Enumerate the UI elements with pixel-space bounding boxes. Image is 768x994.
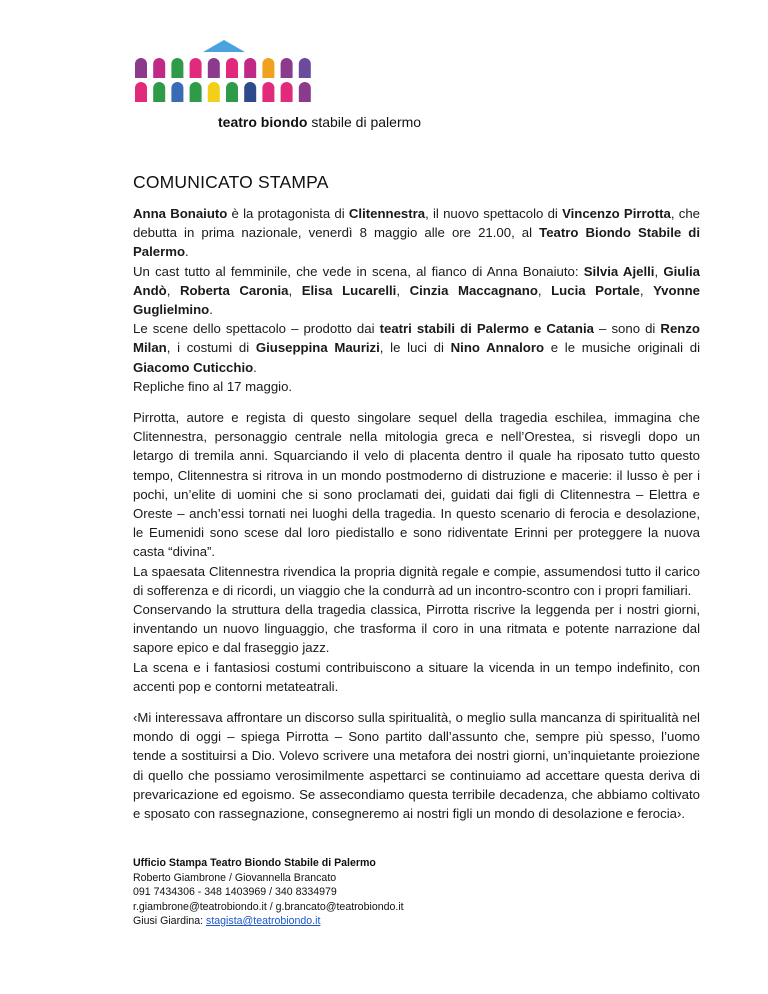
footer-contacts-names: Roberto Giambrone / Giovannella Brancato <box>133 871 337 884</box>
logo-arch <box>153 58 165 78</box>
text-run: , <box>288 282 302 298</box>
footer-phone-numbers: 091 7434306 - 348 1403969 / 340 8334979 <box>133 886 337 898</box>
logo-arch <box>262 82 274 102</box>
highlighted-name: Vincenzo Pirrotta <box>562 206 671 221</box>
highlighted-name: Anna Bonaiuto <box>133 206 228 221</box>
highlighted-name: Teatro Biondo Stabile di Palermo <box>133 225 700 260</box>
text-run: , il nuovo spettacolo di <box>425 206 563 221</box>
synopsis-text: Pirrotta, autore e regista di questo singolare sequel della tragedia eschilea, immagina che Clitennestra, personaggio centrale nella mitologia greca e nell’Orestea, si risvegli dopo un letargo di tremila anni. Squarciando il velo di placenta dentro il quale ha riposato tutto questo tempo, Clitennestra si ritrova in un mondo postmoderno di distruzione e macerie: il lusso è per i pochi, un’elite di uomini che si sono proclamati dei, guidati dai figli di Clitennestra – Elettra e Oreste – anch’essi tornati nei luoghi della tragedia. In questo scenario di ferocia e desolazione, le Eumenidi sono scese dal loro piedistallo e sono ridiventate Erinni per proteggere la nuova casta “divina”. <box>133 410 700 560</box>
brand-name <box>218 114 421 130</box>
logo-arch <box>190 58 202 78</box>
paragraph-announcement <box>133 204 700 396</box>
synopsis-text-2: La spaesata Clitennestra rivendica la propria dignità regale e compie, assumendosi tutto il carico di sofferenza e di ricordi, un viaggio che la condurrà ad un incontro-scontro con i propri familiari. <box>133 563 700 598</box>
footer-intern-contact <box>133 914 404 929</box>
highlighted-name: Renzo Milan <box>133 321 700 356</box>
logo-arch <box>226 82 238 102</box>
brand-name-rest: stabile di palermo <box>307 114 422 130</box>
paragraph-synopsis <box>133 408 700 696</box>
footer-emails: r.giambrone@teatrobiondo.it / g.brancato@teatrobiondo.it <box>133 900 404 913</box>
logo-arch <box>244 82 256 102</box>
logo-arch <box>299 82 311 102</box>
logo-arch <box>135 82 147 102</box>
highlighted-name: Giacomo Cuticchio <box>133 359 254 375</box>
footer-heading: Ufficio Stampa Teatro Biondo Stabile di Palermo <box>133 857 376 869</box>
text-run: è la protagonista di <box>227 206 349 221</box>
text-run: , <box>537 282 552 298</box>
text-run: . <box>253 359 257 375</box>
text-run: , <box>396 282 410 298</box>
text-run: , i costumi di <box>166 340 256 356</box>
logo-top-row <box>135 58 311 78</box>
text-run: , <box>639 282 654 298</box>
text-run: Un cast tutto al femminile, che vede in scena, al fianco di Anna Bonaiuto: <box>133 263 584 279</box>
logo-arch <box>153 82 165 102</box>
intern-email-link[interactable]: stagista@teatrobiondo.it <box>206 915 321 927</box>
teatro-biondo-logo <box>133 40 318 106</box>
highlighted-name: Yvonne Guglielmino <box>133 282 701 318</box>
synopsis-text-4: La scena e i fantasiosi costumi contribuiscono a situare la vicenda in un tempo indefinito, con accenti pop e contorni metateatrali. <box>133 659 700 694</box>
paragraph-quote: ‹Mi interessava affrontare un discorso sulla spiritualità, o meglio sulla mancanza di spiritualità nel mondo di oggi – spiega Pirrotta – Sono partito dall’assunto che, sempre più spesso, l’uomo tende a sostituirsi a Dio. Volevo scrivere una metafora dei nostri giorni, un’inquietante proiezione di quello che possiamo verosimilmente aspettarci se continuiamo ad accettare questa deriva di prevaricazione ed egoismo. Se assecondiamo questa terribile decadenza, che abbiamo coltivato e sposato con rassegnazione, consegneremo ai nostri figli un mondo di desolazione e ferocia›. <box>133 710 700 822</box>
text-run: , <box>166 282 180 298</box>
press-office-footer <box>133 856 404 929</box>
logo-bottom-row <box>135 82 311 102</box>
highlighted-name: Clitennestra <box>348 206 426 221</box>
footer-intern-label: Giusi Giardina: <box>133 915 207 927</box>
logo-arch <box>281 82 293 102</box>
highlighted-name: teatri stabili di Palermo e Catania <box>379 321 594 337</box>
logo-arch <box>208 82 220 102</box>
logo-arch <box>262 58 274 78</box>
highlighted-name: Nino Annaloro <box>450 340 545 356</box>
logo-arch <box>190 82 202 102</box>
logo-arch <box>171 58 183 78</box>
logo-arch <box>171 82 183 102</box>
text-run: . <box>185 244 189 260</box>
highlighted-name: Giulia Andò <box>133 263 700 298</box>
logo-arch <box>226 58 238 78</box>
logo-arch <box>135 58 147 78</box>
logo-arch <box>299 58 311 78</box>
text-run: , <box>654 263 664 279</box>
text-run: , le luci di <box>379 340 451 356</box>
text-run: , che debutta in prima nazionale, venerdì 8 maggio alle ore 21.00, al <box>133 206 700 241</box>
highlighted-name: Cinzia Maccagnano <box>409 282 538 298</box>
page-title: COMUNICATO STAMPA <box>133 172 329 192</box>
text-run: Repliche fino al 17 maggio. <box>133 378 293 394</box>
highlighted-name: Giuseppina Maurizi <box>255 340 380 356</box>
logo-roof <box>203 40 245 52</box>
synopsis-text-3: Conservando la struttura della tragedia classica, Pirrotta riscrive la leggenda per i nostri giorni, inventando un nuovo linguaggio, che trasforma il coro in una ritmata e potente narrazione dal sapore epico e dal fraseggio jazz. <box>133 602 700 656</box>
text-run: . <box>209 302 213 318</box>
highlighted-name: Silvia Ajelli <box>583 263 655 279</box>
logo-arch <box>244 58 256 78</box>
highlighted-name: Elisa Lucarelli <box>301 282 397 298</box>
text-run: e le musiche originali di <box>544 340 700 356</box>
document-body <box>133 204 700 835</box>
text-run: Le scene dello spettacolo – prodotto dai <box>133 321 380 337</box>
logo-arch <box>208 58 220 78</box>
brand-name-bold: teatro biondo <box>218 114 308 130</box>
logo-arch <box>281 58 293 78</box>
highlighted-name: Roberta Caronia <box>179 282 289 298</box>
text-run: – sono di <box>593 321 661 337</box>
highlighted-name: Lucia Portale <box>551 282 640 298</box>
